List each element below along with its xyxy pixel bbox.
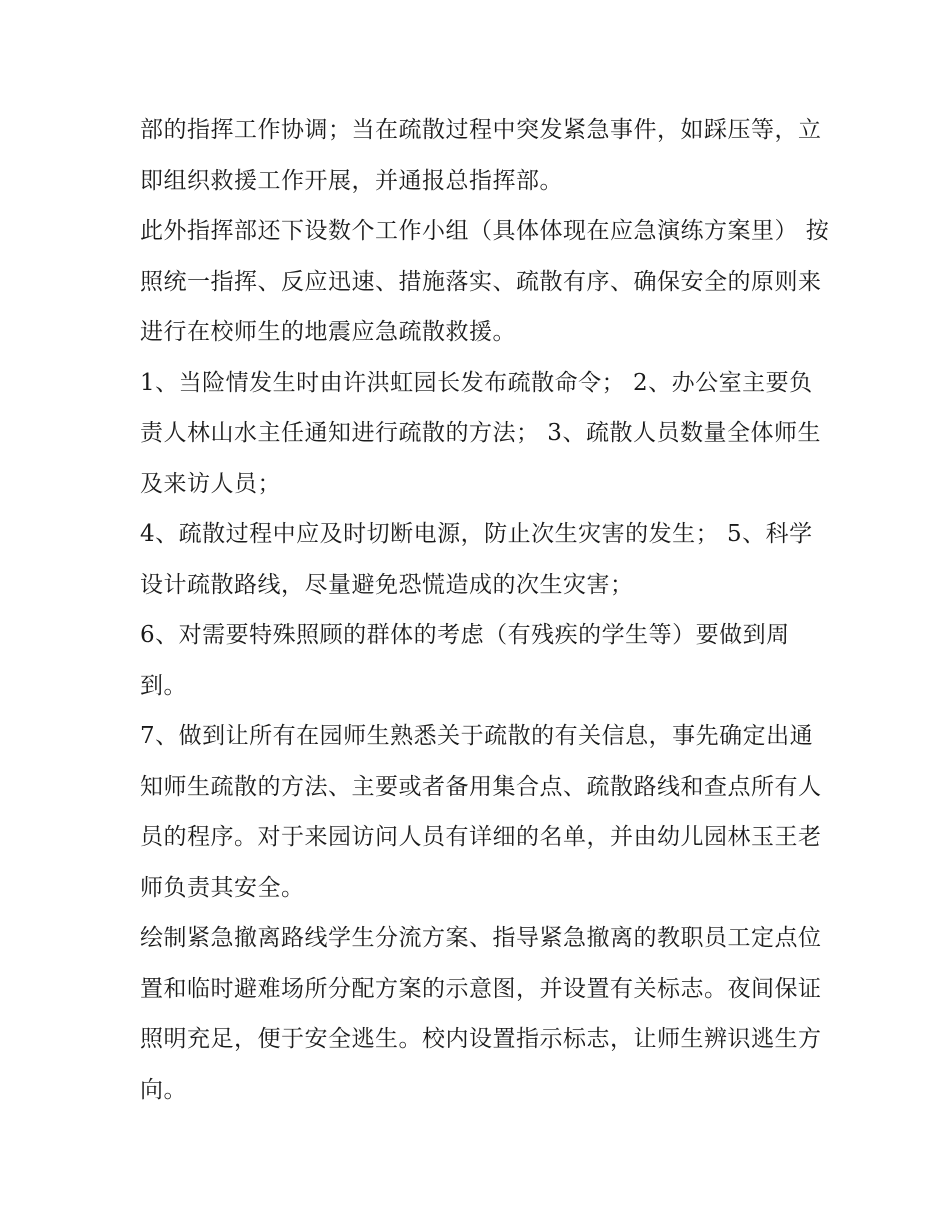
paragraph-items-1-3: 1、当险情发生时由许洪虹园长发布疏散命令； 2、办公室主要负责人林山水主任通知进行疏散的方法； 3、疏散人员数量全体师生及来访人员； (140, 369, 821, 497)
document-page (140, 105, 830, 1115)
paragraph-command-coordination: 部的指挥工作协调；当在疏散过程中突发紧急事件，如踩压等，立即组织救援工作开展，并通报总指挥部。 (140, 117, 822, 194)
paragraph-item-6: 6、对需要特殊照顾的群体的考虑（有残疾的学生等）要做到周到。 (140, 622, 790, 699)
paragraph-items-4-5: 4、疏散过程中应及时切断电源，防止次生灾害的发生； 5、科学设计疏散路线，尽量避免恐慌造成的次生灾害； (140, 521, 813, 598)
paragraph-working-groups: 此外指挥部还下设数个工作小组（具体体现在应急演练方案里） 按照统一指挥、反应迅速、措施落实、疏散有序、确保安全的原则来进行在校师生的地震应急疏散救援。 (140, 218, 830, 345)
paragraph-evacuation-map: 绘制紧急撤离路线学生分流方案、指导紧急撤离的教职员工定点位置和临时避难场所分配方案的示意图，并设置有关标志。夜间保证照明充足，便于安全逃生。校内设置指示标志，让师生辨识逃生方向。 (140, 925, 822, 1103)
paragraph-item-7: 7、做到让所有在园师生熟悉关于疏散的有关信息，事先确定出通知师生疏散的方法、主要或者备用集合点、疏散路线和查点所有人员的程序。对于来园访问人员有详细的名单，并由幼儿园林玉王老师负责其安全。 (140, 723, 822, 901)
